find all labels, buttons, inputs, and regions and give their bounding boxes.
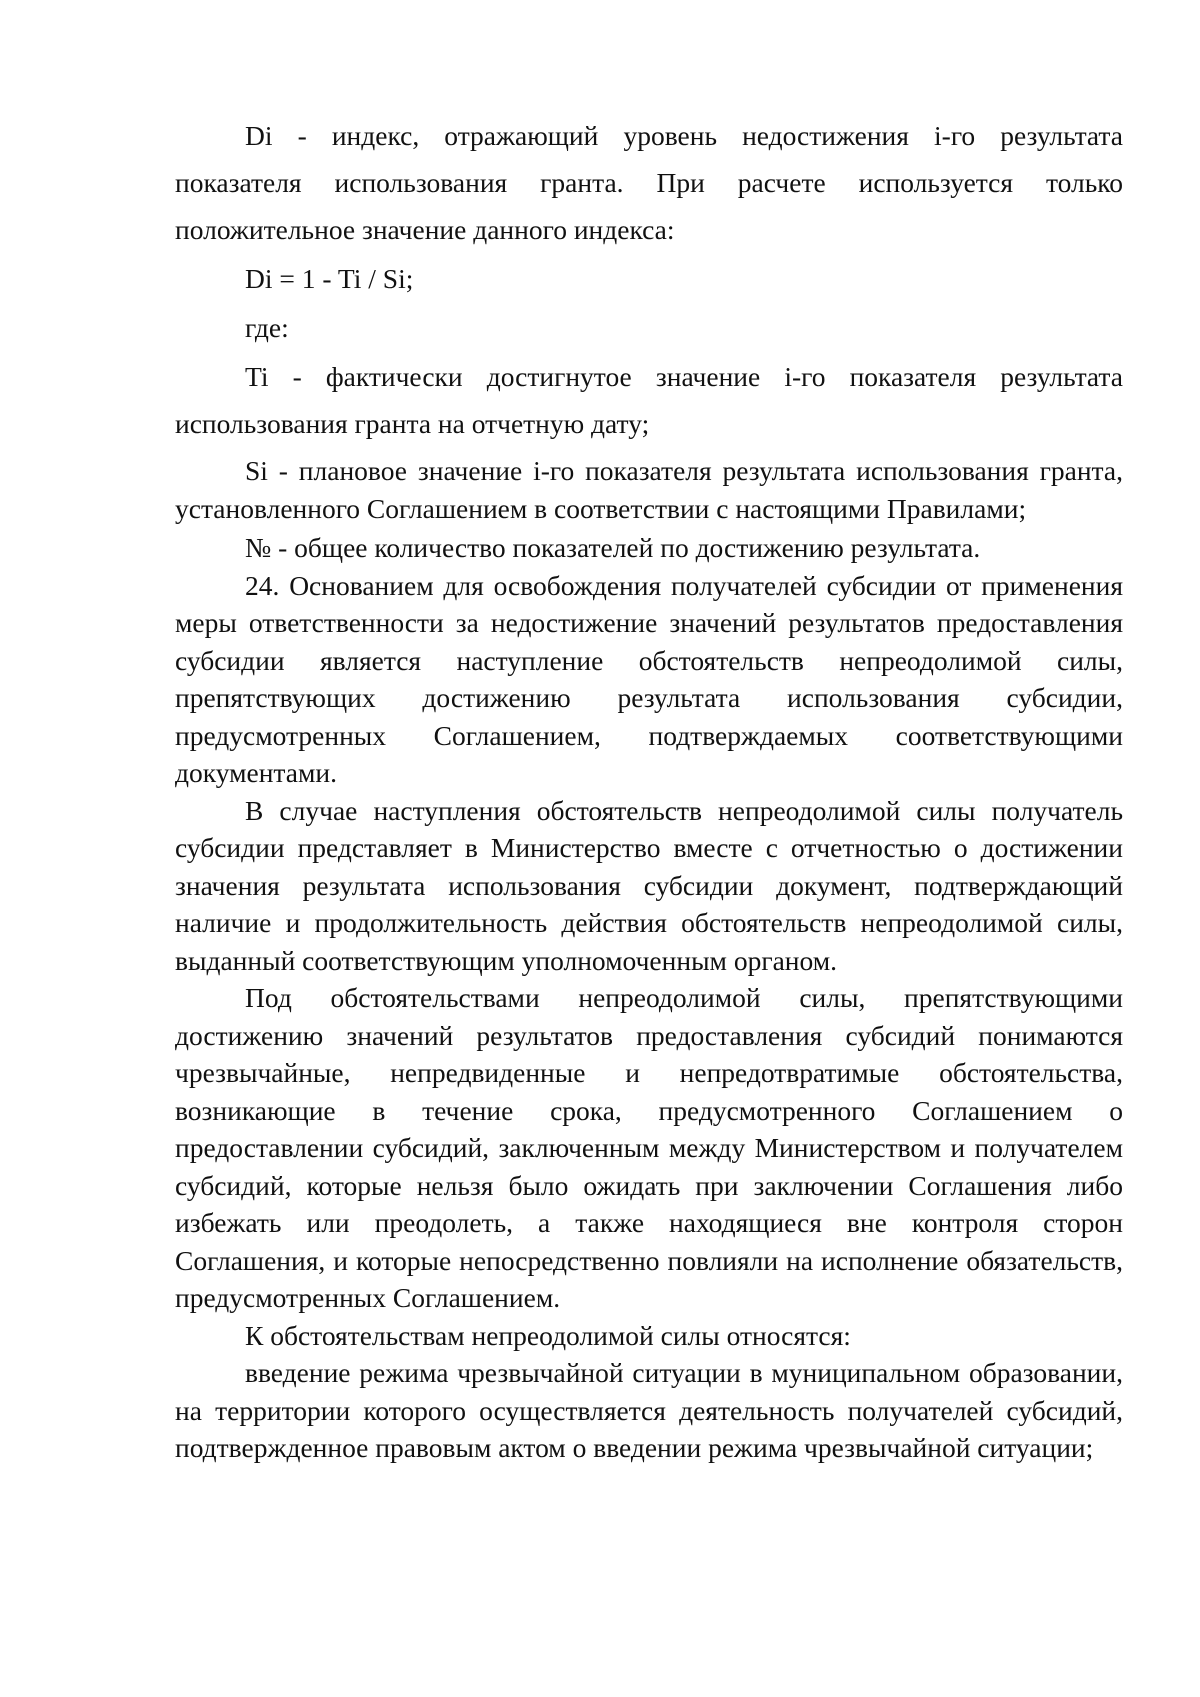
- document-body: [175, 112, 1123, 1467]
- clause-24-paragraph: 24. Основанием для освобождения получателей субсидии от применения меры ответственности за недостижение значений результатов предоставления субсидии является наступление обстоятельств непреодолимой силы, препятствующих достижению результата использования субсидии, предусмотренных Соглашением, подтверждаемых соответствующими документами.: [175, 569, 1123, 788]
- si-definition-paragraph: Si - плановое значение i-го показателя результата использования гранта, установленного Соглашением в соответствии с настоящими Правилами;: [175, 455, 1123, 524]
- force-majeure-list-intro-paragraph: К обстоятельствам непреодолимой силы относятся:: [245, 1319, 851, 1351]
- ti-definition-paragraph: Ti - фактически достигнутое значение i-го показателя результата использования гранта на отчетную дату;: [175, 361, 1123, 439]
- formula-paragraph: Di = 1 - Ti / Si;: [245, 263, 414, 294]
- where-paragraph: где:: [245, 312, 289, 343]
- no-definition-paragraph: № - общее количество показателей по достижению результата.: [245, 532, 981, 563]
- di-definition-paragraph: Di - индекс, отражающий уровень недостижения i-го результата показателя использования гранта. При расчете используется только положительное значение данного индекса:: [175, 120, 1123, 245]
- emergency-regime-paragraph: введение режима чрезвычайной ситуации в муниципальном образовании, на территории которого осуществляется деятельность получателей субсидий, подтвержденное правовым актом о введении режима чрезвычайной ситуации;: [175, 1357, 1123, 1463]
- force-majeure-case-paragraph: В случае наступления обстоятельств непреодолимой силы получатель субсидии представляет в Министерство вместе с отчетностью о достижении значения результата использования субсидии документ, подтверждающий наличие и продолжительность действия обстоятельств непреодолимой силы, выданный соответствующим уполномоченным органом.: [175, 794, 1123, 976]
- force-majeure-definition-paragraph: Под обстоятельствами непреодолимой силы, препятствующими достижению значений результатов предоставления субсидий понимаются чрезвычайные, непредвиденные и непредотвратимые обстоятельства, возникающие в течение срока, предусмотренного Соглашением о предоставлении субсидий, заключенным между Министерством и получателем субсидий, которые нельзя было ожидать при заключении Соглашения либо избежать или преодолеть, а также находящиеся вне контроля сторон Соглашения, и которые непосредственно повлияли на исполнение обязательств, предусмотренных Соглашением.: [175, 982, 1123, 1313]
